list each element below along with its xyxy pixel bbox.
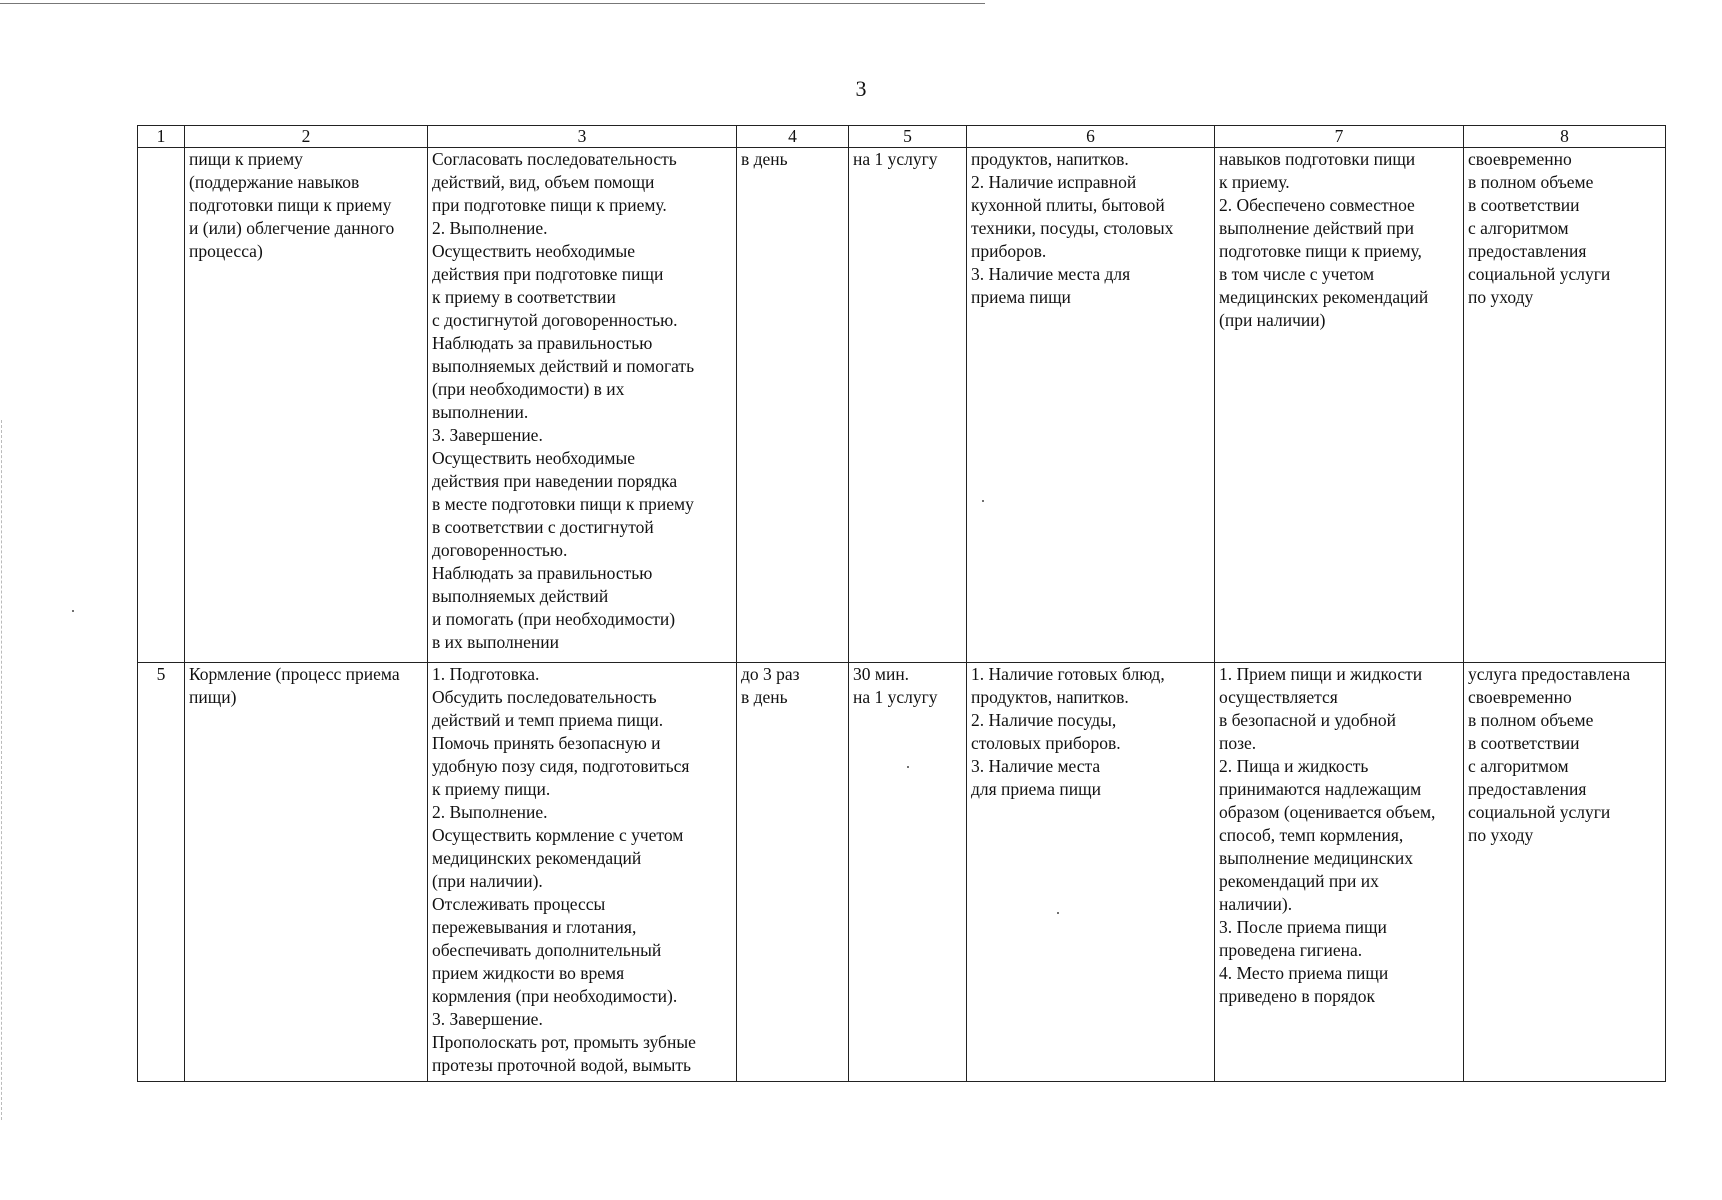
service-algorithm: Согласовать последовательность действий, вид, объем помощи при подготовке пищи к приему. 2. Выполнение. Осуществить необходимые действия при подготовке пищи к приему в соответствии с достигнутой договоренностью. Наблюдать за правильностью выполняемых действий и помогать (при необходимости) в их выполнении. 3. Завершение. Осуществить необходимые действия при наведении порядка в месте подготовки пищи к приему в соответствии с достигнутой договоренностью. Наблюдать за правильностью выполняемых действий и помогать (при необходимости) в их выполнении bbox=[428, 148, 737, 663]
top-rule bbox=[0, 3, 985, 4]
scan-speck bbox=[907, 766, 909, 768]
service-algorithm: 1. Подготовка. Обсудить последовательность действий и темп приема пищи. Помочь принять безопасную и удобную позу сидя, подготовиться к приему пищи. 2. Выполнение. Осуществить кормление с учетом медицинских рекомендаций (при наличии). Отслеживать процессы пережевывания и глотания, обеспечивать дополнительный прием жидкости во время кормления (при необходимости). 3. Завершение. Прополоскать рот, промыть зубные протезы проточной водой, вымыть bbox=[428, 663, 737, 1082]
table-row bbox=[138, 663, 1666, 1082]
scan-speck bbox=[982, 500, 984, 502]
table-row bbox=[138, 148, 1666, 663]
service-time: 30 мин. на 1 услугу bbox=[849, 663, 967, 1082]
column-header-1: 1 bbox=[138, 126, 185, 148]
page-number: 3 bbox=[855, 76, 867, 101]
column-header-5: 5 bbox=[849, 126, 967, 148]
column-header-6: 6 bbox=[967, 126, 1215, 148]
column-header-7: 7 bbox=[1215, 126, 1464, 148]
quality-indicators: 1. Прием пищи и жидкости осуществляется в безопасной и удобной позе. 2. Пища и жидкость принимаются надлежащим образом (оценивается объем, способ, темп кормления, выполнение медицинских рекомендаций при их наличии). 3. После приема пищи проведена гигиена. 4. Место приема пищи приведено в порядок bbox=[1215, 663, 1464, 1082]
row-number bbox=[138, 148, 185, 663]
service-result: услуга предоставлена своевременно в полном объеме в соответствии с алгоритмом предоставления социальной услуги по уходу bbox=[1464, 663, 1666, 1082]
column-header-8: 8 bbox=[1464, 126, 1666, 148]
scan-speck bbox=[1057, 912, 1059, 914]
service-frequency: в день bbox=[737, 148, 849, 663]
service-name: пищи к приему (поддержание навыков подготовки пищи к приему и (или) облегчение данного процесса) bbox=[185, 148, 428, 663]
service-table bbox=[137, 125, 1666, 1082]
row-number: 5 bbox=[138, 663, 185, 1082]
column-header-4: 4 bbox=[737, 126, 849, 148]
service-result: своевременно в полном объеме в соответствии с алгоритмом предоставления социальной услуги по уходу bbox=[1464, 148, 1666, 663]
scan-edge bbox=[1, 420, 2, 1120]
service-name: Кормление (процесс приема пищи) bbox=[185, 663, 428, 1082]
service-conditions: 1. Наличие готовых блюд, продуктов, напитков. 2. Наличие посуды, столовых приборов. 3. Наличие места для приема пищи bbox=[967, 663, 1215, 1082]
service-conditions: продуктов, напитков. 2. Наличие исправной кухонной плиты, бытовой техники, посуды, столовых приборов. 3. Наличие места для приема пищи bbox=[967, 148, 1215, 663]
service-time: на 1 услугу bbox=[849, 148, 967, 663]
quality-indicators: навыков подготовки пищи к приему. 2. Обеспечено совместное выполнение действий при подготовке пищи к приему, в том числе с учетом медицинских рекомендаций (при наличии) bbox=[1215, 148, 1464, 663]
table-header-row bbox=[138, 126, 1666, 148]
service-frequency: до 3 раз в день bbox=[737, 663, 849, 1082]
column-header-2: 2 bbox=[185, 126, 428, 148]
column-header-3: 3 bbox=[428, 126, 737, 148]
scan-speck bbox=[72, 610, 74, 612]
